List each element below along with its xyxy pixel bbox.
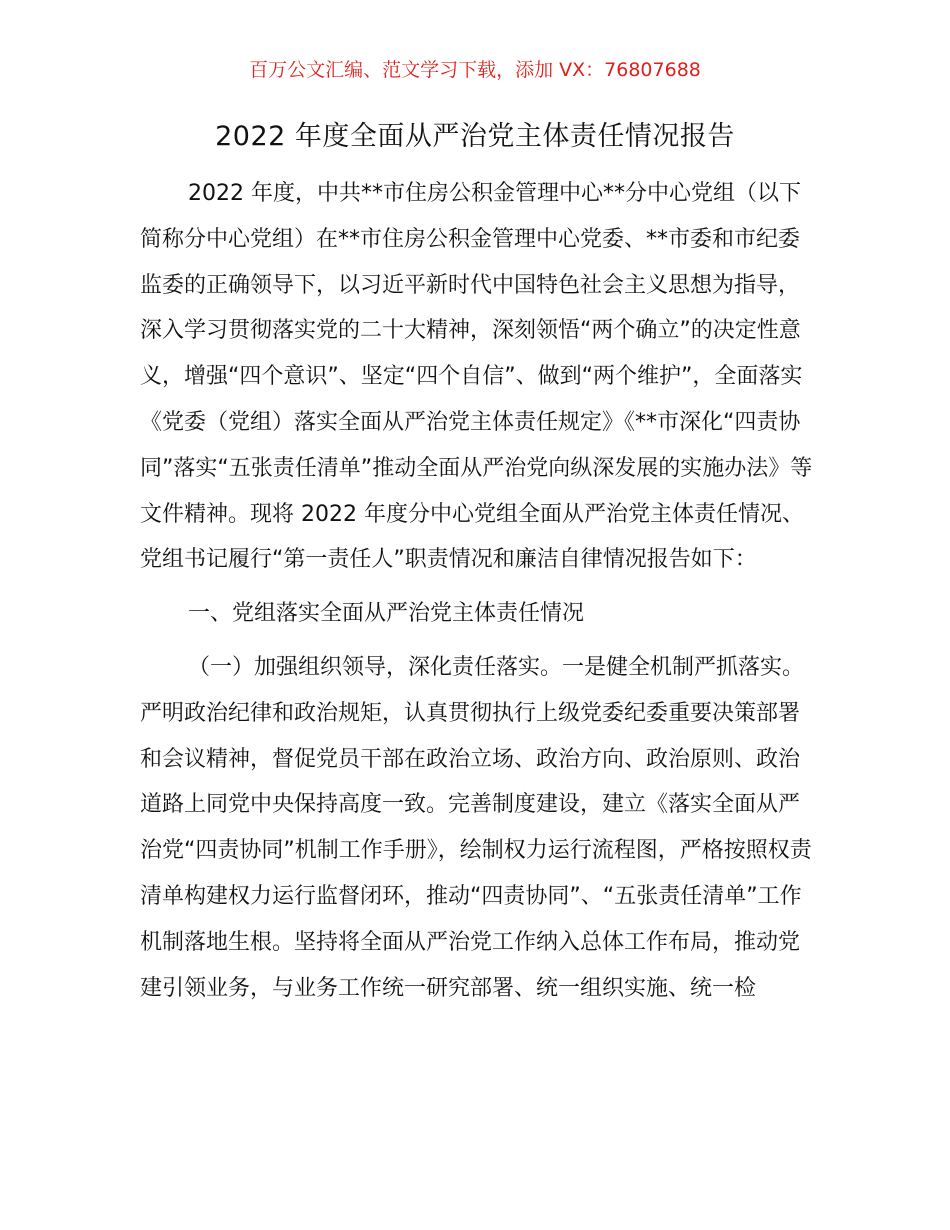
intro-paragraph: 2022 年度，中共**市住房公积金管理中心**分中心党组（以下简称分中心党组）在**市住房公积金管理中心党委、**市委和市纪委监委的正确领导下，以习近平新时代中国特色社会主义思想为指导，深入学习贯彻落实党的二十大精神，深刻领悟“两个确立”的决定性意义，增强“四个意识”、坚定“四个自信”、做到“两个维护”，全面落实《党委（党组）落实全面从严治党主体责任规定》《**市深化“四责协同”落实“五张责任清单”推动全面从严治党向纵深发展的实施办法》等文件精神。现将 2022 年度分中心党组全面从严治党主体责任情况、党组书记履行“第一责任人”职责情况和廉洁自律情况报告如下： (140, 181, 813, 573)
watermark-text: 百万公文汇编、范文学习下载，添加 VX：76807688 (249, 59, 701, 81)
section-heading: 一、党组落实全面从严治党主体责任情况 (188, 601, 585, 627)
document-body (140, 171, 816, 1011)
document-title: 2022 年度全面从严治党主体责任情况报告 (215, 121, 735, 152)
body-paragraph: （一）加强组织领导，深化责任落实。一是健全机制严抓落实。严明政治纪律和政治规矩，认真贯彻执行上级党委纪委重要决策部署和会议精神，督促党员干部在政治立场、政治方向、政治原则、政治道路上同党中央保持高度一致。完善制度建设，建立《落实全面从严治党“四责协同”机制工作手册》，绘制权力运行流程图，严格按照权责清单构建权力运行监督闭环，推动“四责协同”、“五张责任清单”工作机制落地生根。坚持将全面从严治党工作纳入总体工作布局，推动党建引领业务，与业务工作统一研究部署、统一组织实施、统一检 (140, 654, 812, 1001)
